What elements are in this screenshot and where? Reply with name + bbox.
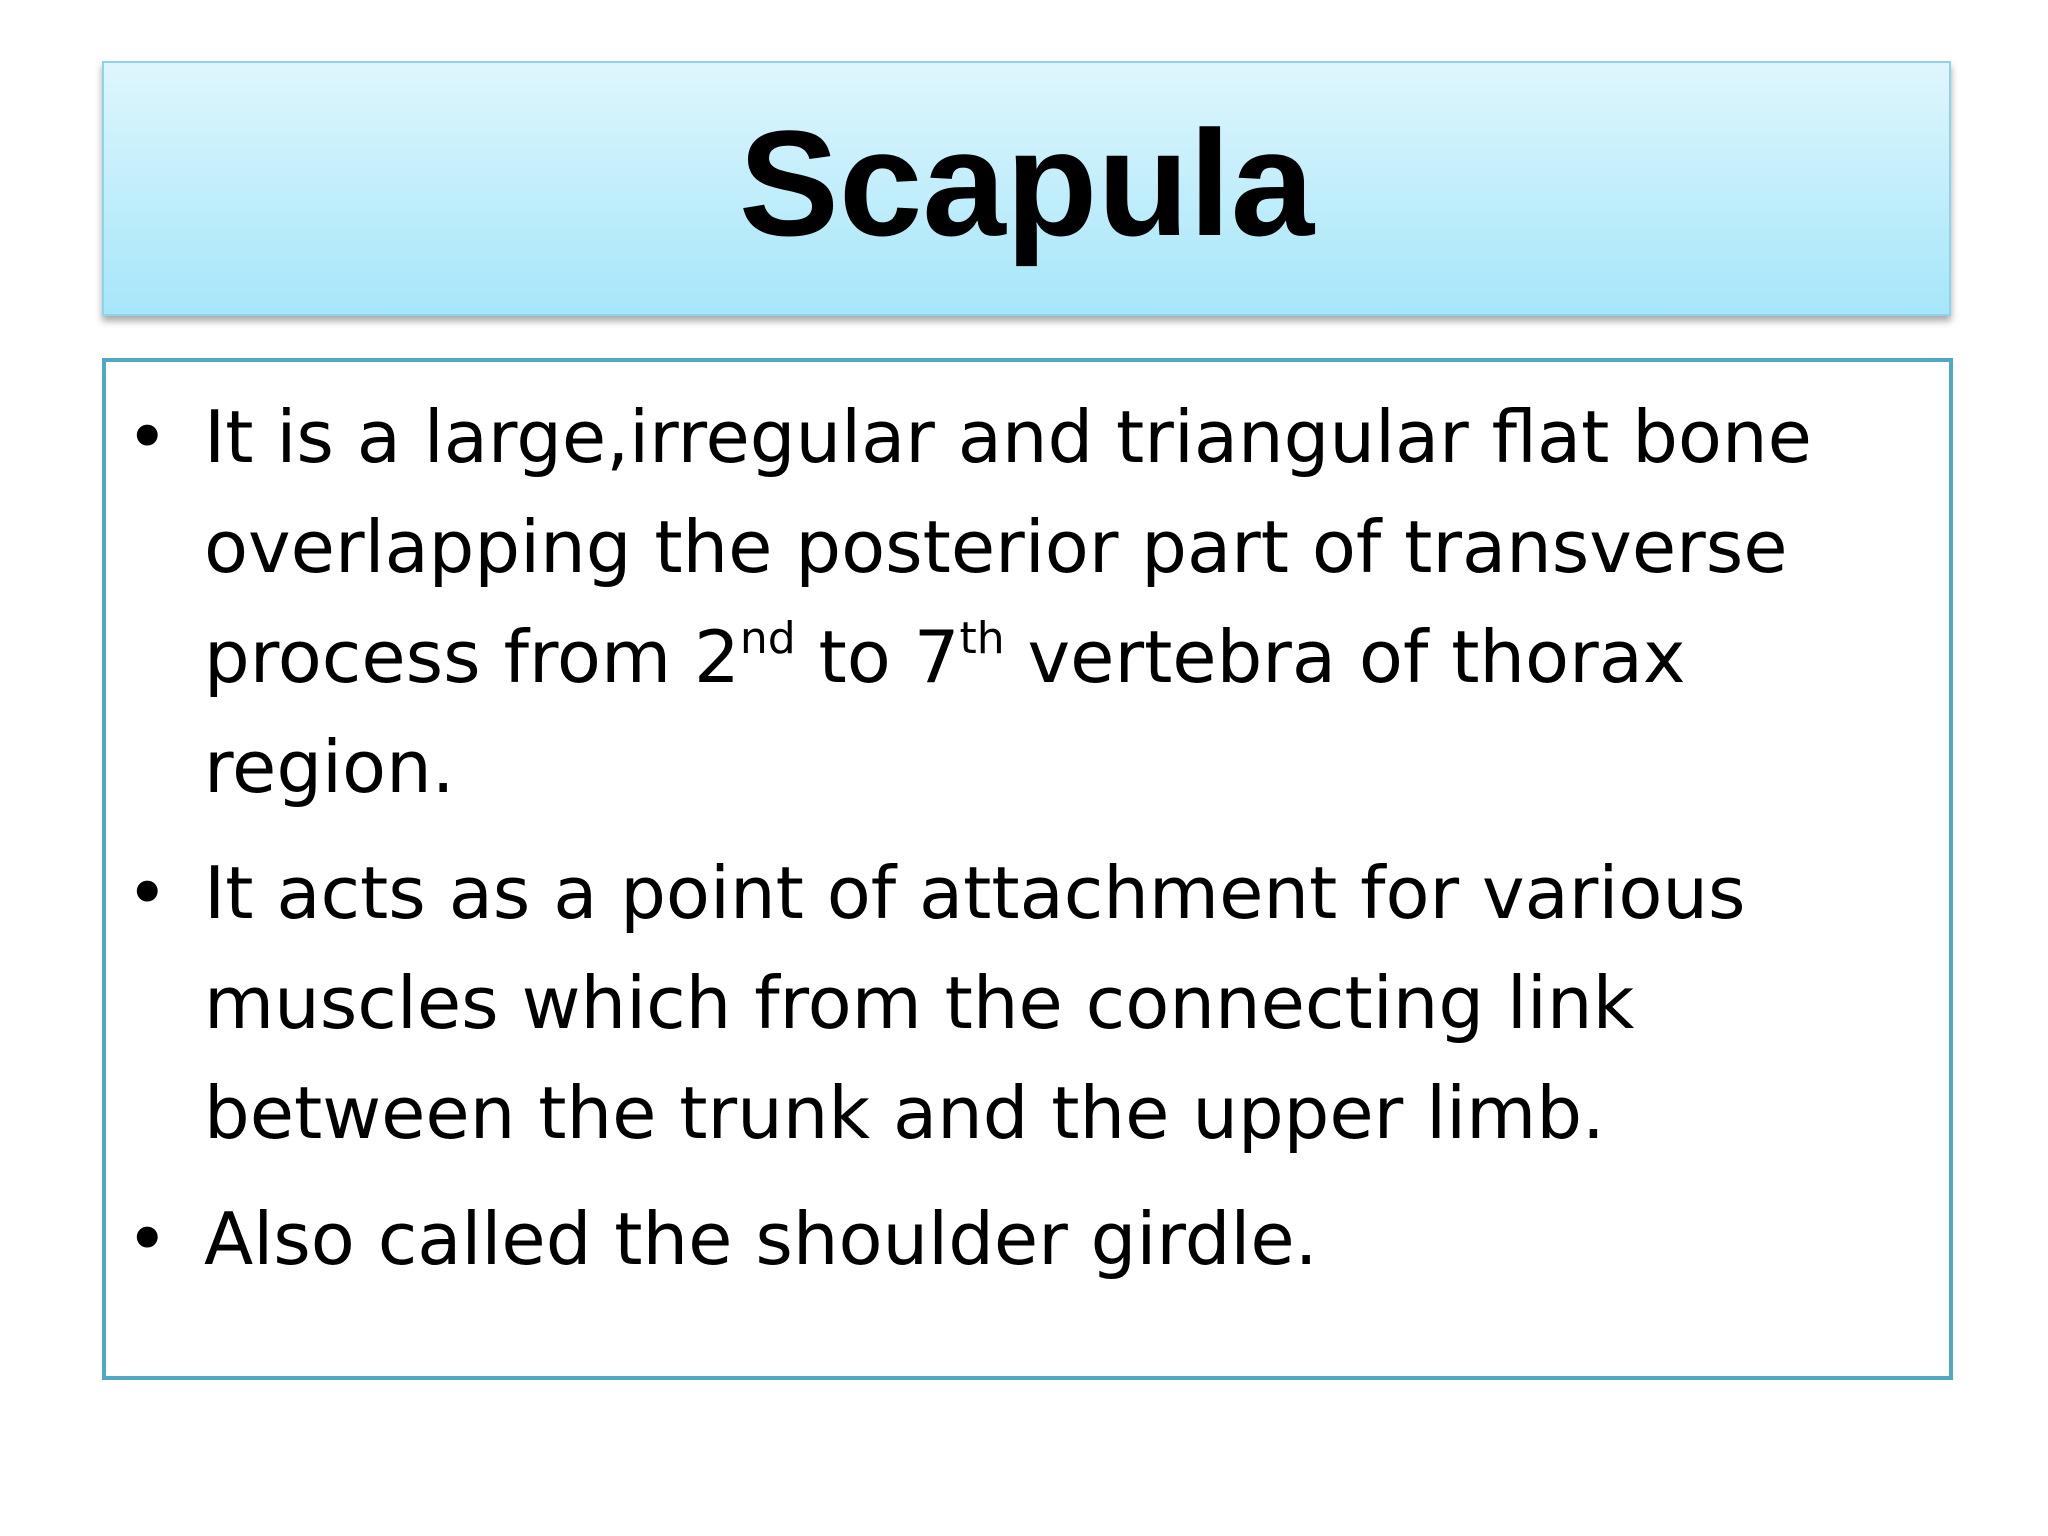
- content-box: [102, 358, 1953, 1380]
- superscript: nd: [739, 613, 796, 664]
- slide-title: Scapula: [738, 98, 1315, 267]
- bullet-text: It acts as a point of attachment for various muscles which from the connecting link between the trunk and the upper limb.: [204, 851, 1746, 1155]
- bullet-text: Also called the shoulder girdle.: [204, 1197, 1318, 1281]
- superscript: th: [959, 613, 1005, 664]
- bullet-icon: •: [126, 395, 169, 479]
- bullet-item: [106, 1184, 1949, 1294]
- bullet-item: [106, 838, 1949, 1168]
- bullet-icon: •: [126, 851, 169, 935]
- bullet-text-part: It is a large,irregular and triangular flat bone overlapping the posterior part of transverse process from 2: [204, 395, 1812, 699]
- bullet-text-part: to 7: [795, 615, 960, 699]
- bullet-text-part: vertebra of thorax region.: [204, 615, 1686, 809]
- bullet-icon: •: [126, 1197, 169, 1281]
- bullet-list: [106, 382, 1949, 1310]
- title-box: [102, 61, 1951, 316]
- bullet-item: [106, 382, 1949, 822]
